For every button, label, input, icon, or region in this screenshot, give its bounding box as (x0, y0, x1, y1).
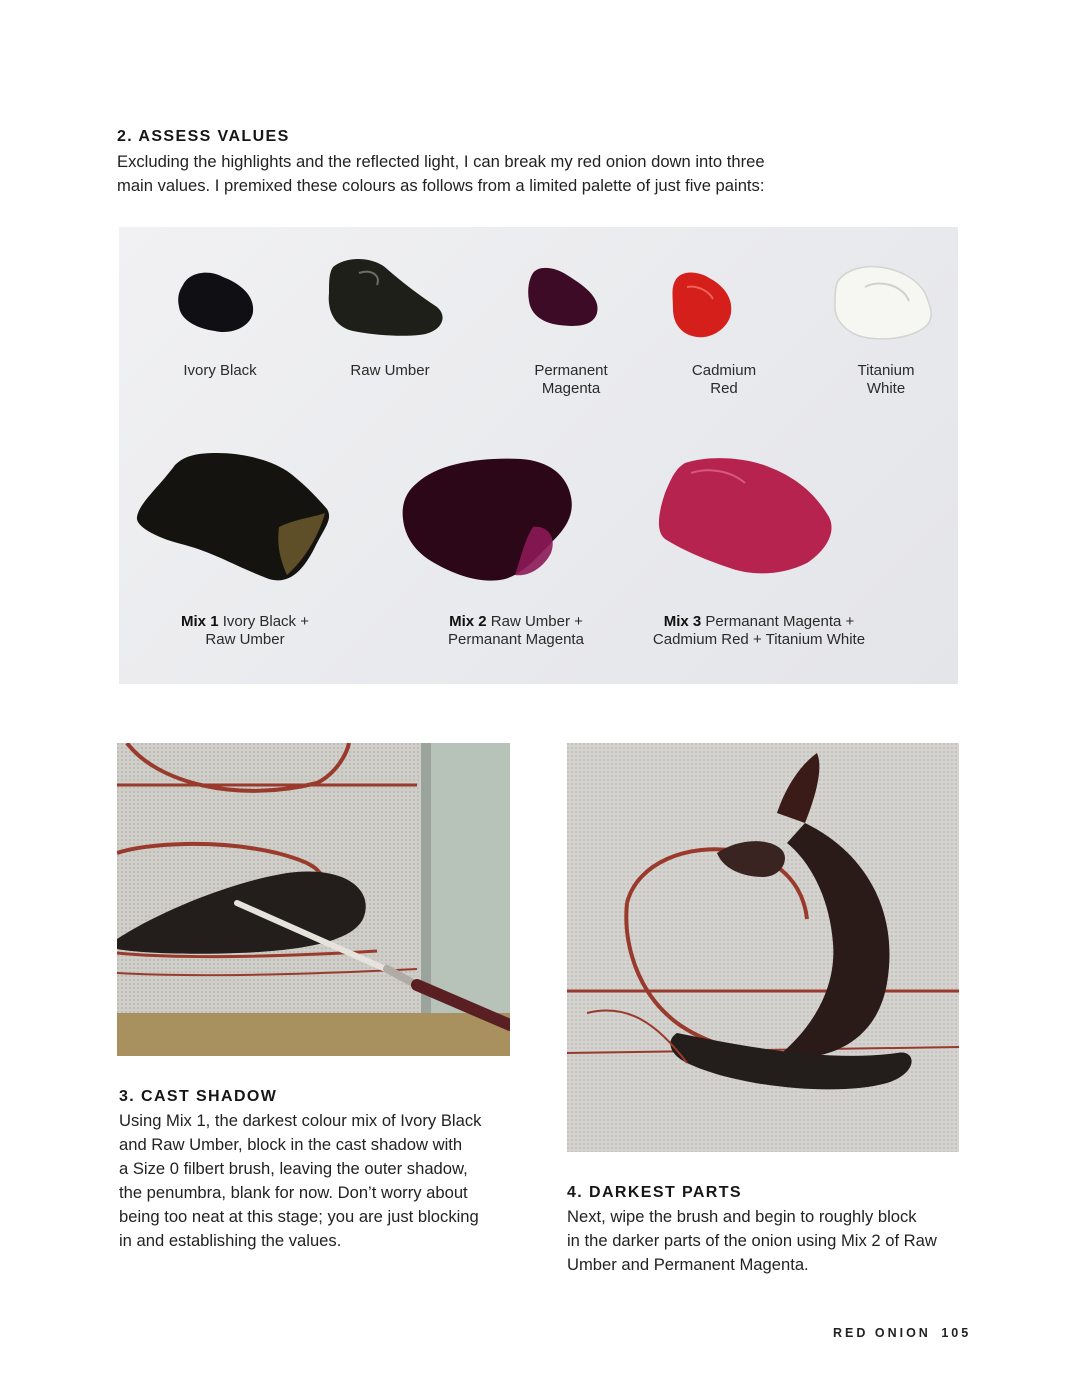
titanium-white-swatch (835, 267, 931, 339)
intro-line-1: Excluding the highlights and the reflected light, I can break my red onion down into three (117, 152, 765, 171)
section-4-body: Next, wipe the brush and begin to roughly block in the darker parts of the onion using Mix 2 of Raw Umber and Permanent Magenta. (567, 1207, 937, 1274)
paint-palette-photo (119, 227, 958, 684)
mix-label-1: Mix 1 Ivory Black + Raw Umber (181, 613, 309, 648)
paint-label-titanium-white: Titanium White (857, 362, 915, 397)
paint-label-cadmium-red: Cadmium Red (691, 362, 757, 397)
section-3-body: Using Mix 1, the darkest colour mix of Ivory Black and Raw Umber, block in the cast shadow with a Size 0 filbert brush, leaving the outer shadow, the penumbra, blank for now. Don’t worry about being too neat at this stage; you are just blocking in and establishing the values. (119, 1111, 482, 1250)
mix-2-swatch (403, 459, 572, 581)
permanent-magenta-swatch (528, 268, 597, 326)
mix-3-swatch (659, 458, 832, 573)
mix-label-2: Mix 2 Raw Umber + Permanant Magenta (448, 613, 584, 648)
ivory-black-swatch (178, 273, 253, 332)
darkest-parts-photo (567, 743, 959, 1152)
cadmium-red-swatch (673, 273, 732, 338)
raw-umber-swatch (329, 259, 443, 336)
section-3-heading: 3. CAST SHADOW (119, 1088, 278, 1105)
cast-shadow-illustration (117, 743, 510, 1056)
page-footer (833, 1326, 971, 1340)
paint-label-ivory-black: Ivory Black (183, 362, 257, 379)
paint-label-permanent-magenta: Permanent Magenta (534, 362, 608, 397)
page-number: 105 (941, 1326, 972, 1340)
mix-1-swatch (137, 453, 329, 580)
intro-line-2: main values. I premixed these colours as follows from a limited palette of just five paints: (117, 176, 765, 195)
mix-label-3: Mix 3 Permanant Magenta + Cadmium Red + Titanium White (652, 613, 866, 648)
paint-label-raw-umber: Raw Umber (350, 362, 430, 379)
section-2-heading: 2. ASSESS VALUES (117, 128, 290, 145)
cast-shadow-photo (117, 743, 510, 1056)
section-2-intro (117, 150, 917, 198)
chapter-title: RED ONION (833, 1326, 931, 1340)
darkest-parts-illustration (567, 743, 959, 1152)
section-4-heading: 4. DARKEST PARTS (567, 1184, 743, 1201)
